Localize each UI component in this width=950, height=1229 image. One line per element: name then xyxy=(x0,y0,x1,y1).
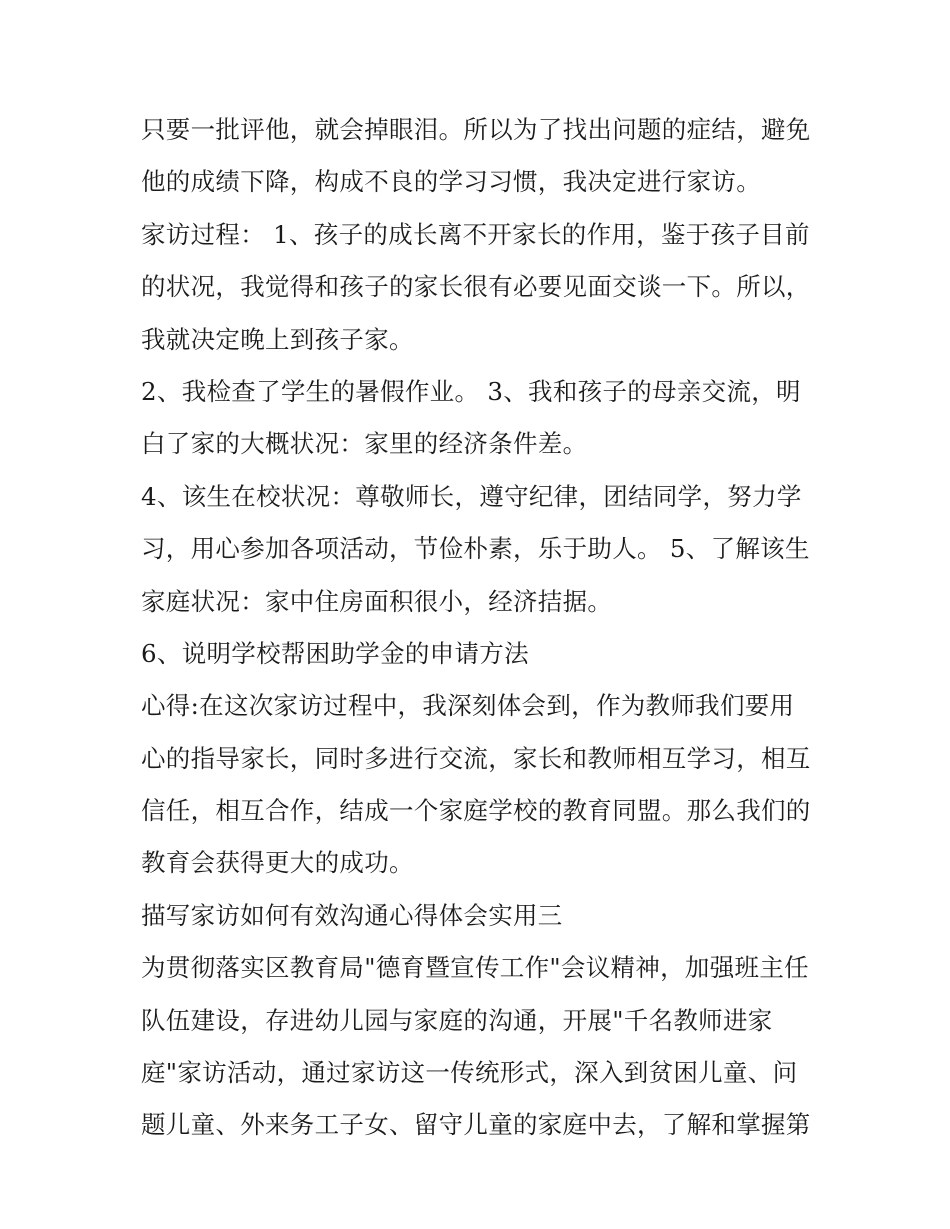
text-line: 心得:在这次家访过程中，我深刻体会到，作为教师我们要用 xyxy=(141,691,795,721)
text-line: 信任，相互合作，结成一个家庭学校的教育同盟。那么我们的 xyxy=(141,796,811,826)
document-body xyxy=(141,104,821,1152)
text-line: 我就决定晚上到孩子家。 xyxy=(141,324,414,354)
text-line: 心的指导家长，同时多进行交流，家长和教师相互学习，相互 xyxy=(141,743,811,773)
text-line: 习，用心参加各项活动，节俭朴素，乐于助人。 5、了解该生 xyxy=(141,534,810,564)
text-line: 题儿童、外来务工子女、留守儿童的家庭中去，了解和掌握第 xyxy=(141,1110,811,1140)
text-line: 只要一批评他，就会掉眼泪。所以为了找出问题的症结，避免 xyxy=(141,115,811,144)
text-line: 2、我检查了学生的暑假作业。 3、我和孩子的母亲交流，明 xyxy=(141,376,801,406)
text-line: 庭"家访活动，通过家访这一传统形式，深入到贫困儿童、问 xyxy=(141,1058,798,1088)
text-line: 家访过程： 1、孩子的成长离不开家长的作用，鉴于孩子目前 xyxy=(141,219,810,249)
text-line: 白了家的大概状况：家里的经济条件差。 xyxy=(141,429,588,459)
text-line: 为贯彻落实区教育局"德育暨宣传工作"会议精神，加强班主任 xyxy=(141,953,809,983)
section-heading: 描写家访如何有效沟通心得体会实用三 xyxy=(141,900,563,930)
text-line: 教育会获得更大的成功。 xyxy=(141,848,414,878)
text-line: 4、该生在校状况：尊敬师长，遵守纪律，团结同学，努力学 xyxy=(141,481,802,511)
text-line: 家庭状况：家中住房面积很小，经济拮据。 xyxy=(141,586,613,616)
text-line: 的状况，我觉得和孩子的家长很有必要见面交谈一下。所以， xyxy=(141,272,811,302)
text-line: 他的成绩下降，构成不良的学习习惯，我决定进行家访。 xyxy=(141,167,761,197)
text-line: 队伍建设，存进幼儿园与家庭的沟通，开展"千名教师进家 xyxy=(141,1005,773,1035)
text-line: 6、说明学校帮困助学金的申请方法 xyxy=(141,638,529,668)
